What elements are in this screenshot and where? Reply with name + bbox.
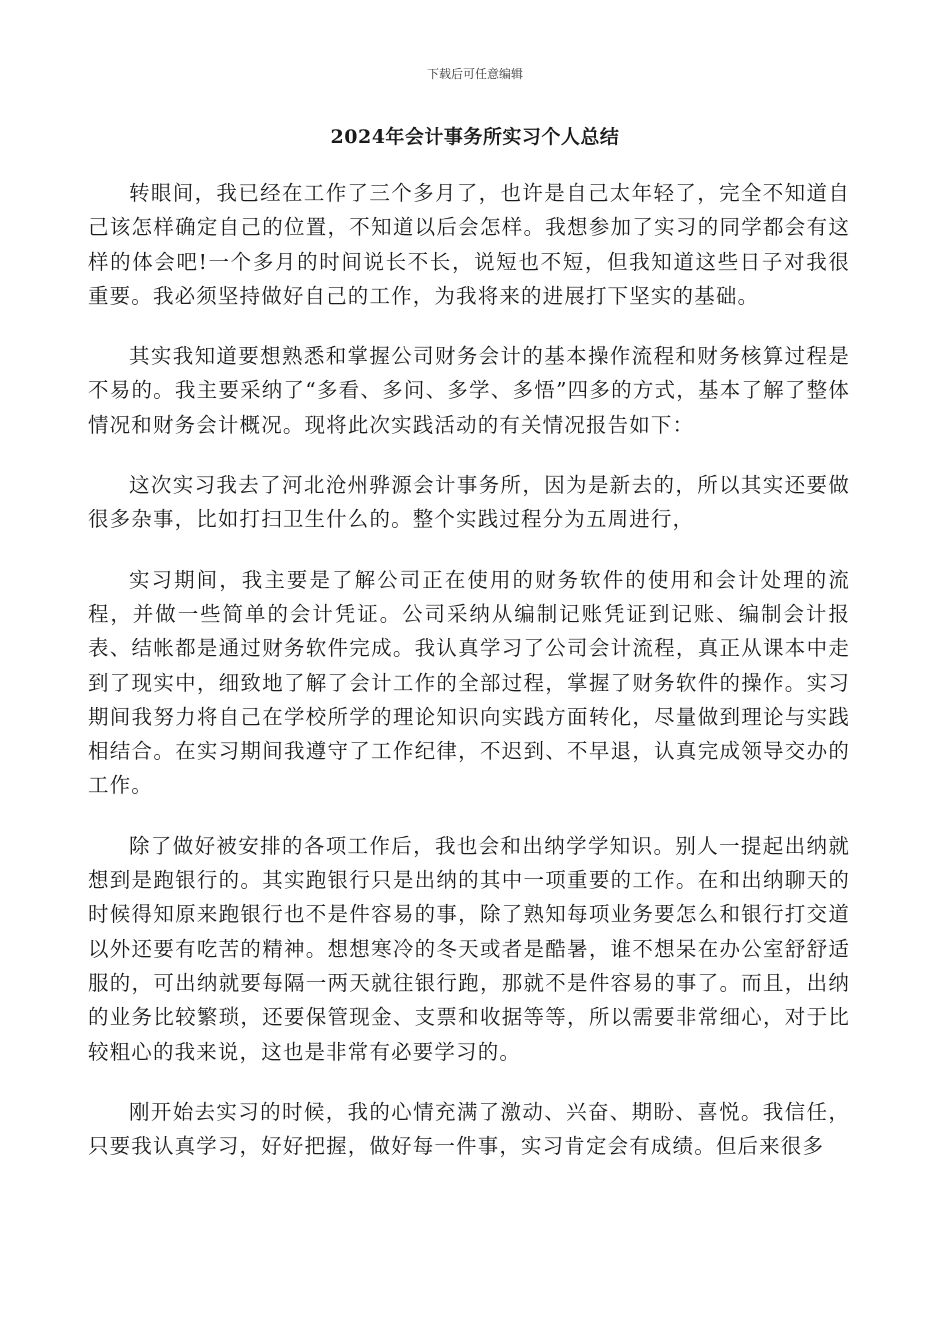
- paragraph: 其实我知道要想熟悉和掌握公司财务会计的基本操作流程和财务核算过程是不易的。我主要采纳了“多看、多问、多学、多悟”四多的方式，基本了解了整体情况和财务会计概况。现将此次实践活动的有关情况报告如下：: [88, 344, 850, 437]
- paragraph: 实习期间，我主要是了解公司正在使用的财务软件的使用和会计处理的流程，并做一些简单的会计凭证。公司采纳从编制记账凭证到记账、编制会计报表、结帐都是通过财务软件完成。我认真学习了公司会计流程，真正从课本中走到了现实中，细致地了解了会计工作的全部过程，掌握了财务软件的操作。实习期间我努力将自己在学校所学的理论知识向实践方面转化，尽量做到理论与实践相结合。在实习期间我遵守了工作纪律，不迟到、不早退，认真完成领导交办的工作。: [88, 567, 850, 798]
- paragraph: 转眼间，我已经在工作了三个多月了，也许是自己太年轻了，完全不知道自己该怎样确定自己的位置，不知道以后会怎样。我想参加了实习的同学都会有这样的体会吧!一个多月的时间说长不长，说短也不短，但我知道这些日子对我很重要。我必须坚持做好自己的工作，为我将来的进展打下坚实的基础。: [88, 181, 850, 308]
- document-body: [88, 176, 850, 1189]
- paragraph: 除了做好被安排的各项工作后，我也会和出纳学学知识。别人一提起出纳就想到是跑银行的。其实跑银行只是出纳的其中一项重要的工作。在和出纳聊天的时候得知原来跑银行也不是件容易的事，除了熟知每项业务要怎么和银行打交道以外还要有吃苦的精神。想想寒冷的冬天或者是酷暑，谁不想呆在办公室舒舒适服的，可出纳就要每隔一两天就往银行跑，那就不是件容易的事了。而且，出纳的业务比较繁琐，还要保管现金、支票和收据等等，所以需要非常细心，对于比较粗心的我来说，这也是非常有必要学习的。: [88, 833, 850, 1064]
- header-note: 下载后可任意编辑: [426, 67, 523, 81]
- paragraph: 刚开始去实习的时候，我的心情充满了激动、兴奋、期盼、喜悦。我信任，只要我认真学习，好好把握，做好每一件事，实习肯定会有成绩。但后来很多: [88, 1099, 850, 1159]
- document-title: 2024年会计事务所实习个人总结: [330, 126, 620, 148]
- paragraph: 这次实习我去了河北沧州骅源会计事务所，因为是新去的，所以其实还要做很多杂事，比如打扫卫生什么的。整个实践过程分为五周进行，: [88, 473, 850, 532]
